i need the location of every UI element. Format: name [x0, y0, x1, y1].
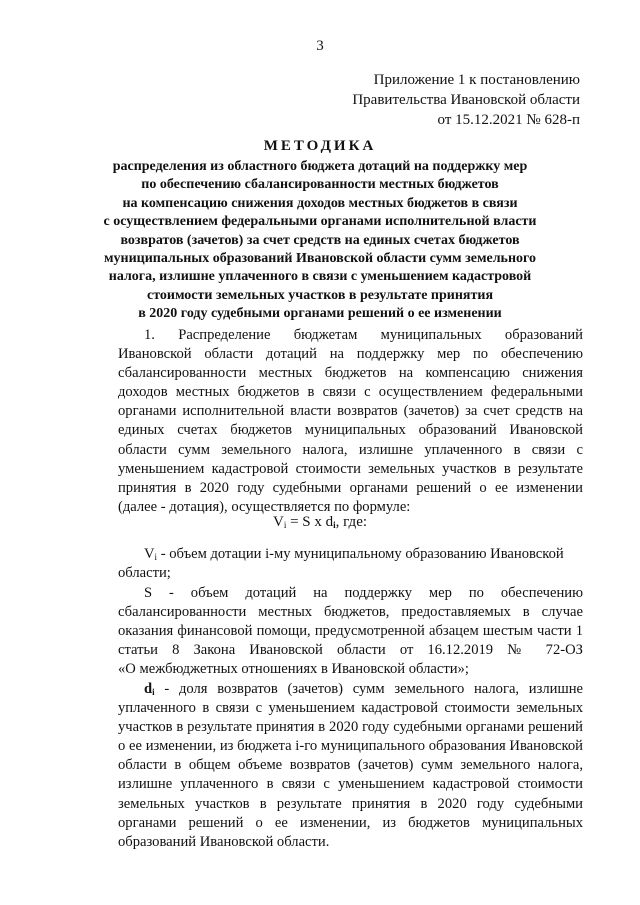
paragraph-line: доходов местных бюджетов в связи с осуществлением федеральными [118, 384, 583, 401]
paragraph-line: 1. Распределение бюджетам муниципальных образований [144, 327, 583, 343]
subtitle-line: распределения из областного бюджета дотаций на поддержку мер [112, 159, 528, 174]
paragraph-line: единых счетах бюджетов муниципальных образований Ивановской [118, 422, 583, 439]
definition-d [118, 680, 583, 852]
formula-sub: i [283, 520, 287, 530]
subtitle-line: с осуществлением федеральными органами исполнительной власти [103, 214, 537, 230]
appendix-line: Правительства Ивановской области [352, 92, 580, 108]
definition-line: о ее изменении, из бюджета i-го муниципального образования Ивановской [118, 738, 583, 755]
paragraph-line: уменьшением кадастровой стоимости земельных участков в результате [118, 460, 583, 477]
symbol-d: d [144, 681, 153, 697]
definition-line: органами решений о ее изменении, из бюджетов муниципальных [118, 814, 583, 831]
subtitle-line: возвратов (зачетов) за счет средств на единых счетах бюджетов [120, 232, 520, 248]
definition-line [118, 680, 583, 699]
definition-v [118, 545, 583, 583]
definition-line: статьи 8 Закона Ивановской области от 16.12.2019 № 72-ОЗ [118, 642, 583, 659]
document-title: МЕТОДИКА [263, 138, 377, 154]
formula-eq: = S x d [286, 514, 334, 530]
symbol-v: V [144, 546, 155, 562]
definition-line: сбалансированности местных бюджетов, предоставляемых в случае [118, 604, 583, 621]
paragraph-line: (далее - дотация), осуществляется по формуле: [118, 498, 411, 515]
definition-text: - объем дотации i-му муниципальному образованию Ивановской [157, 546, 564, 562]
symbol-sub: i [152, 687, 155, 697]
appendix-line: от 15.12.2021 № 628-п [437, 112, 580, 128]
page-number: 3 [316, 38, 324, 54]
appendix-line: Приложение 1 к постановлению [373, 72, 580, 88]
paragraph-line: органами исполнительной власти возвратов (зачетов) за счет средств на [118, 403, 583, 420]
subtitle-line: муниципальных образований Ивановской области сумм земельного [103, 251, 537, 267]
subtitle-line: по обеспечению сбалансированности местных бюджетов [141, 177, 499, 193]
definition-line: земельных участков в результате принятия в 2020 году судебными [118, 795, 583, 812]
definition-line: участков в результате принятия в 2020 году судебными органами решений [118, 719, 583, 736]
subtitle-line: на компенсацию снижения доходов местных бюджетов в связи [122, 195, 518, 211]
definition-line: «О межбюджетных отношениях в Ивановской области»; [118, 661, 469, 678]
formula-sub: i [333, 520, 336, 530]
paragraph-1 [118, 326, 583, 517]
definition-line: области; [118, 565, 171, 582]
definition-line: уплаченного в связи с уменьшением кадастровой стоимости земельных [118, 700, 583, 717]
definition-line: образований Ивановской области. [118, 833, 330, 850]
paragraph-line: области сумм земельного налога, излишне уплаченного в связи с [118, 441, 583, 458]
subtitle-line: стоимости земельных участков в результате принятия [146, 287, 494, 303]
document-subtitle [60, 158, 580, 324]
formula-v: V [272, 514, 284, 530]
definition-line: оказания финансовой помощи, предусмотренной абзацем шестым части 1 [118, 623, 583, 640]
paragraph-line: Ивановской области дотаций на поддержку мер по обеспечению [118, 346, 583, 363]
subtitle-line: в 2020 году судебными органами решений о ее изменении [138, 306, 502, 322]
symbol-sub: i [154, 552, 158, 562]
paragraph-line: сбалансированности местных бюджетов на компенсацию снижения [118, 365, 583, 382]
subtitle-line: налога, излишне уплаченного в связи с уменьшением кадастровой [108, 269, 532, 285]
definition-line: излишне уплаченного в связи с уменьшением кадастровой стоимости [118, 776, 583, 793]
paragraph-line: принятия в 2020 году судебными органами решений о ее изменении [118, 479, 583, 496]
formula-tail: , где: [335, 514, 368, 530]
definition-line [118, 545, 583, 564]
appendix-header [352, 70, 580, 130]
definition-s [118, 584, 583, 679]
definition-line: области в общем объеме возвратов (зачетов) сумм земельного налога, [118, 757, 583, 774]
definition-line: S - объем дотаций на поддержку мер по обеспечению [144, 585, 583, 601]
definition-text: - доля возвратов (зачетов) сумм земельного налога, излишне [154, 681, 583, 697]
formula [0, 514, 640, 531]
